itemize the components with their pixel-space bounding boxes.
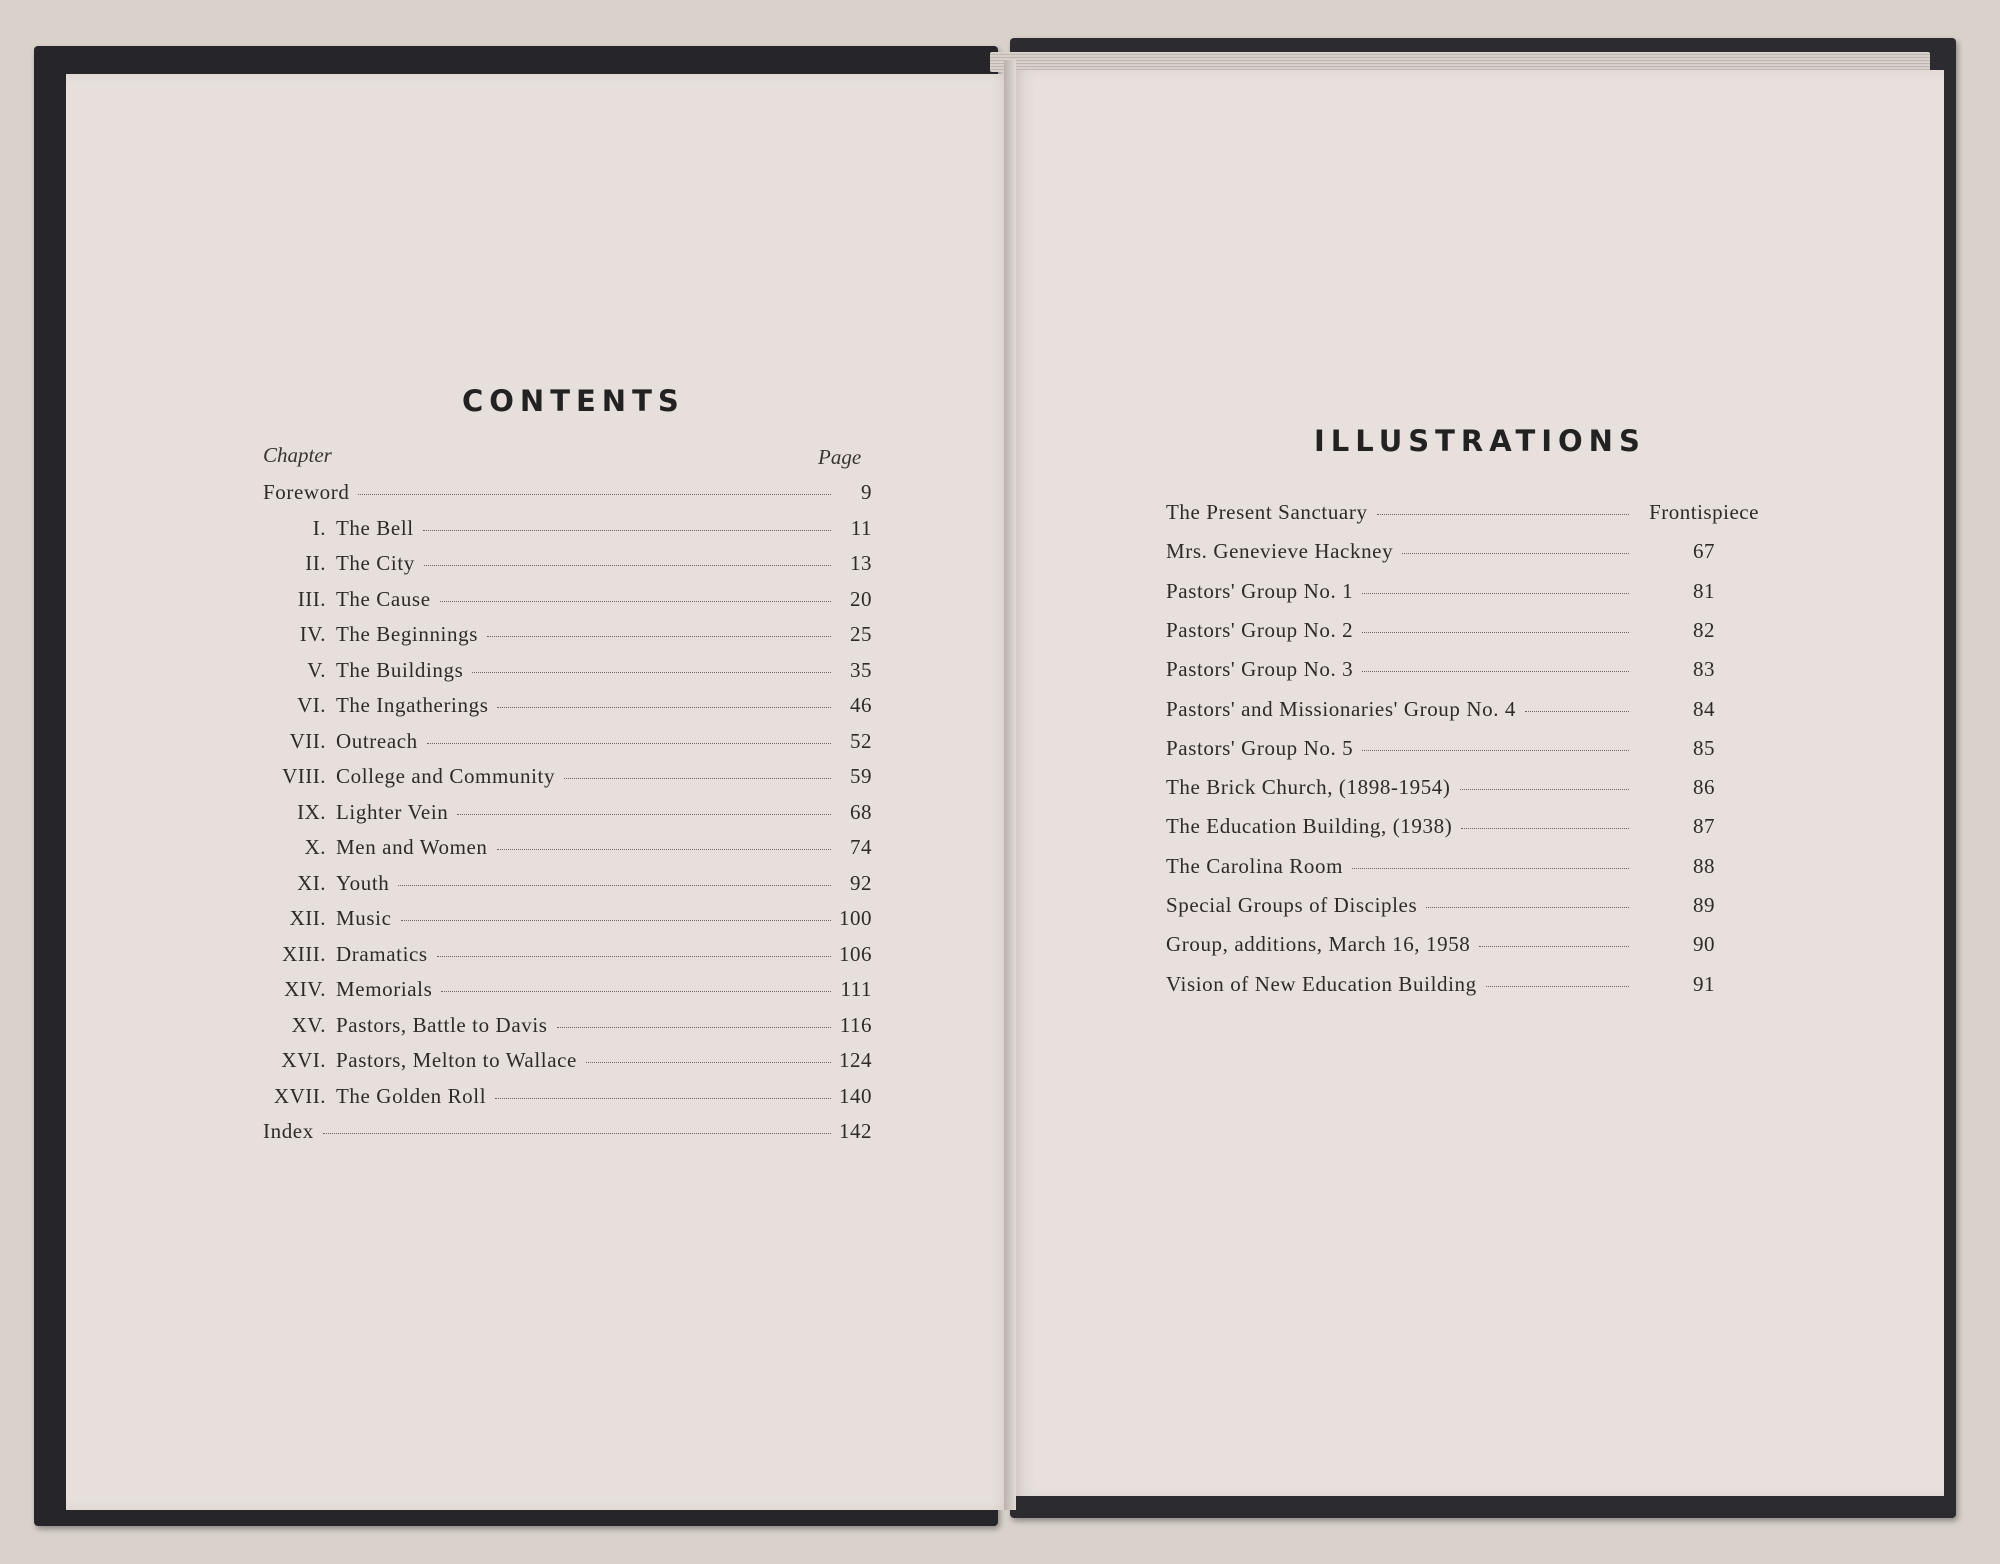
chapter-page: 11 (850, 515, 872, 540)
chapter-page: 46 (850, 693, 872, 717)
illustration-page: 84 (1693, 696, 1715, 721)
chapter-number: I. (312, 515, 326, 540)
dot-leader (1479, 946, 1629, 947)
illustration-entry (1166, 694, 1776, 724)
chapter-number: XI. (297, 870, 326, 895)
chapter-page: 35 (850, 657, 872, 682)
contents-entry (262, 1116, 872, 1146)
chapter-number: XVII. (273, 1083, 326, 1108)
illustration-entry (1166, 851, 1776, 881)
illustration-entry (1166, 733, 1776, 763)
dot-leader (1362, 750, 1629, 751)
chapter-page: 25 (850, 622, 872, 646)
chapter-title: The Bell (336, 515, 414, 540)
dot-leader (564, 778, 831, 779)
dot-leader (487, 636, 831, 637)
illustration-title: Pastors' Group No. 5 (1166, 735, 1354, 760)
illustration-title: Pastors' Group No. 1 (1166, 578, 1354, 603)
illustration-entry (1166, 969, 1776, 999)
contents-entry (262, 619, 872, 649)
illustrations-heading: ILLUSTRATIONS (1314, 424, 1646, 458)
illustration-entry (1166, 929, 1776, 959)
chapter-page: 140 (839, 1083, 872, 1108)
chapter-page: 20 (850, 586, 872, 611)
chapter-title: Memorials (336, 977, 433, 1001)
chapter-number: XIV. (284, 977, 326, 1001)
chapter-number: IV. (299, 622, 326, 646)
chapter-title: The Cause (336, 586, 431, 611)
dot-leader (1460, 789, 1629, 790)
book-gutter (1004, 60, 1016, 1510)
contents-entry (262, 832, 872, 862)
contents-heading: CONTENTS (462, 384, 685, 418)
illustration-entry (1166, 772, 1776, 802)
illustration-page: 67 (1693, 539, 1715, 564)
illustration-title: Mrs. Genevieve Hackney (1166, 539, 1394, 564)
left-page (66, 74, 1014, 1510)
chapter-number: X. (304, 835, 326, 859)
chapter-page: 111 (840, 977, 872, 1001)
illustration-entry (1166, 811, 1776, 841)
dot-leader (427, 743, 831, 744)
illustration-entry (1166, 536, 1776, 566)
illustration-page: 81 (1693, 578, 1715, 603)
illustration-entry (1166, 890, 1776, 920)
illustration-title: The Present Sanctuary (1166, 500, 1368, 524)
chapter-page: 116 (839, 1012, 872, 1037)
chapter-number: XIII. (282, 941, 326, 966)
chapter-page: 142 (839, 1119, 872, 1143)
chapter-title: Music (336, 906, 392, 930)
illustration-title: Pastors' Group No. 3 (1166, 657, 1354, 682)
dot-leader (1352, 868, 1629, 869)
dot-leader (440, 601, 831, 602)
chapter-title: Outreach (336, 728, 418, 753)
dot-leader (401, 920, 832, 921)
chapter-title: Pastors, Battle to Davis (336, 1012, 548, 1037)
dot-leader (1426, 907, 1629, 908)
dot-leader (323, 1133, 831, 1134)
chapter-page: 9 (861, 480, 872, 504)
chapter-number: VIII. (282, 764, 326, 788)
chapter-title: The Golden Roll (336, 1083, 487, 1108)
dot-leader (398, 885, 831, 886)
illustration-title: Special Groups of Disciples (1166, 893, 1418, 917)
chapter-title: Youth (336, 870, 390, 895)
illustration-page: 89 (1693, 893, 1715, 917)
dot-leader (1362, 671, 1629, 672)
chapter-title: Index (263, 1119, 314, 1143)
illustration-entry (1166, 615, 1776, 645)
chapter-title: Lighter Vein (336, 799, 449, 824)
chapter-page: 92 (850, 870, 872, 895)
illustration-title: The Education Building, (1938) (1166, 814, 1453, 839)
contents-entry (262, 655, 872, 685)
illustration-title: Vision of New Education Building (1166, 971, 1477, 996)
chapter-page: 52 (850, 728, 872, 753)
chapter-title: The Beginnings (336, 622, 478, 646)
dot-leader (1461, 828, 1629, 829)
chapter-page: 68 (850, 799, 872, 824)
illustration-page: Frontispiece (1649, 500, 1759, 524)
dot-leader (1486, 986, 1629, 987)
chapter-title: The Buildings (336, 657, 464, 682)
chapter-page: 106 (839, 941, 872, 966)
chapter-title: The Ingatherings (336, 693, 489, 717)
contents-entry (262, 868, 872, 898)
illustration-page: 86 (1693, 775, 1715, 800)
dot-leader (497, 707, 831, 708)
illustration-page: 82 (1693, 617, 1715, 642)
contents-entry (262, 584, 872, 614)
illustration-page: 83 (1693, 657, 1715, 682)
dot-leader (1362, 593, 1629, 594)
dot-leader (1362, 632, 1629, 633)
dot-leader (437, 956, 831, 957)
chapter-title: The City (336, 551, 415, 575)
contents-entry (262, 477, 872, 507)
dot-leader (457, 814, 831, 815)
illustration-entry (1166, 497, 1776, 527)
chapter-number: XV. (291, 1012, 326, 1037)
illustration-title: Pastors' and Missionaries' Group No. 4 (1166, 696, 1517, 721)
chapter-page: 74 (850, 835, 872, 859)
dot-leader (586, 1062, 831, 1063)
chapter-number: VI. (297, 693, 326, 717)
contents-entry (262, 903, 872, 933)
contents-entry (262, 1010, 872, 1040)
illustration-page: 91 (1693, 971, 1715, 996)
contents-entry (262, 761, 872, 791)
illustration-page: 85 (1693, 735, 1715, 760)
dot-leader (423, 530, 831, 531)
chapter-number: III. (297, 586, 326, 611)
contents-entry (262, 513, 872, 543)
illustration-page: 87 (1693, 814, 1715, 839)
contents-entry (262, 690, 872, 720)
illustration-title: Group, additions, March 16, 1958 (1166, 932, 1471, 957)
contents-entry (262, 726, 872, 756)
dot-leader (1377, 514, 1629, 515)
dot-leader (424, 565, 831, 566)
chapter-number: IX. (297, 799, 326, 824)
dot-leader (1402, 553, 1629, 554)
page-column-label: Page (818, 445, 862, 469)
chapter-title: Dramatics (336, 941, 428, 966)
chapter-number: XVI. (281, 1048, 326, 1072)
chapter-number: II. (305, 551, 326, 575)
contents-entry (262, 797, 872, 827)
dot-leader (472, 672, 831, 673)
page-edges (990, 52, 1930, 72)
dot-leader (495, 1098, 831, 1099)
illustration-title: Pastors' Group No. 2 (1166, 617, 1354, 642)
chapter-title: Foreword (263, 480, 350, 504)
dot-leader (358, 494, 831, 495)
contents-entry (262, 939, 872, 969)
contents-entry (262, 1081, 872, 1111)
chapter-title: Pastors, Melton to Wallace (336, 1048, 577, 1072)
contents-entry (262, 1045, 872, 1075)
illustration-page: 88 (1693, 853, 1715, 878)
illustration-title: The Carolina Room (1166, 853, 1344, 878)
chapter-number: V. (307, 657, 326, 682)
illustration-entry (1166, 576, 1776, 606)
contents-entry (262, 548, 872, 578)
chapter-page: 100 (839, 906, 872, 930)
chapter-title: Men and Women (336, 835, 488, 859)
contents-entry (262, 974, 872, 1004)
dot-leader (557, 1027, 831, 1028)
dot-leader (497, 849, 831, 850)
illustration-title: The Brick Church, (1898-1954) (1166, 775, 1451, 800)
dot-leader (1525, 711, 1629, 712)
chapter-number: XII. (289, 906, 326, 930)
illustration-page: 90 (1693, 932, 1715, 957)
chapter-title: College and Community (336, 764, 556, 788)
dot-leader (441, 991, 831, 992)
chapter-page: 59 (850, 764, 872, 788)
chapter-column-label: Chapter (263, 443, 332, 467)
chapter-number: VII. (289, 728, 326, 753)
chapter-page: 13 (850, 551, 872, 575)
chapter-page: 124 (839, 1048, 872, 1072)
illustration-entry (1166, 654, 1776, 684)
